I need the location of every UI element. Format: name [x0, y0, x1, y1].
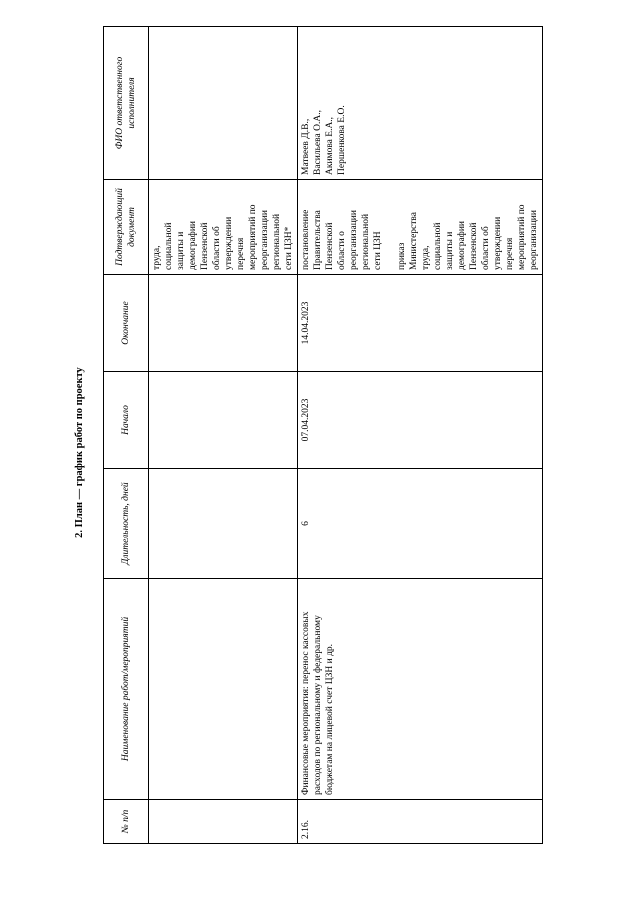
header-responsible: ФИО ответственного исполнителя [104, 27, 149, 180]
cell-num: 2.16. [298, 800, 543, 844]
cell-end [149, 275, 298, 372]
table-header-row [104, 27, 149, 844]
header-end: Окончание [104, 275, 149, 372]
table-row [149, 27, 298, 844]
cell-duration: 6 [298, 469, 543, 579]
header-start: Начало [104, 372, 149, 469]
cell-duration [149, 469, 298, 579]
header-num: № п/п [104, 800, 149, 844]
cell-start [149, 372, 298, 469]
work-plan-table [103, 26, 543, 844]
cell-responsible [149, 27, 298, 180]
cell-end: 14.04.2023 [298, 275, 543, 372]
cell-num [149, 800, 298, 844]
cell-name [149, 579, 298, 800]
header-doc: Подтверждающий документ [104, 180, 149, 275]
cell-doc: постановление Правительства Пензенской области о реорганизации региональной сети ЦЗН приказ Министерства труда, социальной защиты и демографии Пензенской области об утверждении перечня мероприятий по реорганизации [298, 180, 543, 275]
header-name: Наименование работ/мероприятий [104, 579, 149, 800]
header-duration: Длительность, дней [104, 469, 149, 579]
cell-start: 07.04.2023 [298, 372, 543, 469]
table-row [298, 27, 543, 844]
section-title: 2. План — график работ по проекту [74, 367, 85, 538]
cell-doc: труда, социальной защиты и демографии Пензенской области об утверждении перечня мероприятий по реорганизации региональной сети ЦЗН* [149, 180, 298, 275]
cell-responsible: Матвеев Д.В., Васильева О.А., Акимова Е.А., Першенкова Е.О. [298, 27, 543, 180]
cell-name: Финансовые мероприятия: перенос кассовых расходов по региональному и федеральному бюджетам на лицевой счет ЦЗН и др. [298, 579, 543, 800]
